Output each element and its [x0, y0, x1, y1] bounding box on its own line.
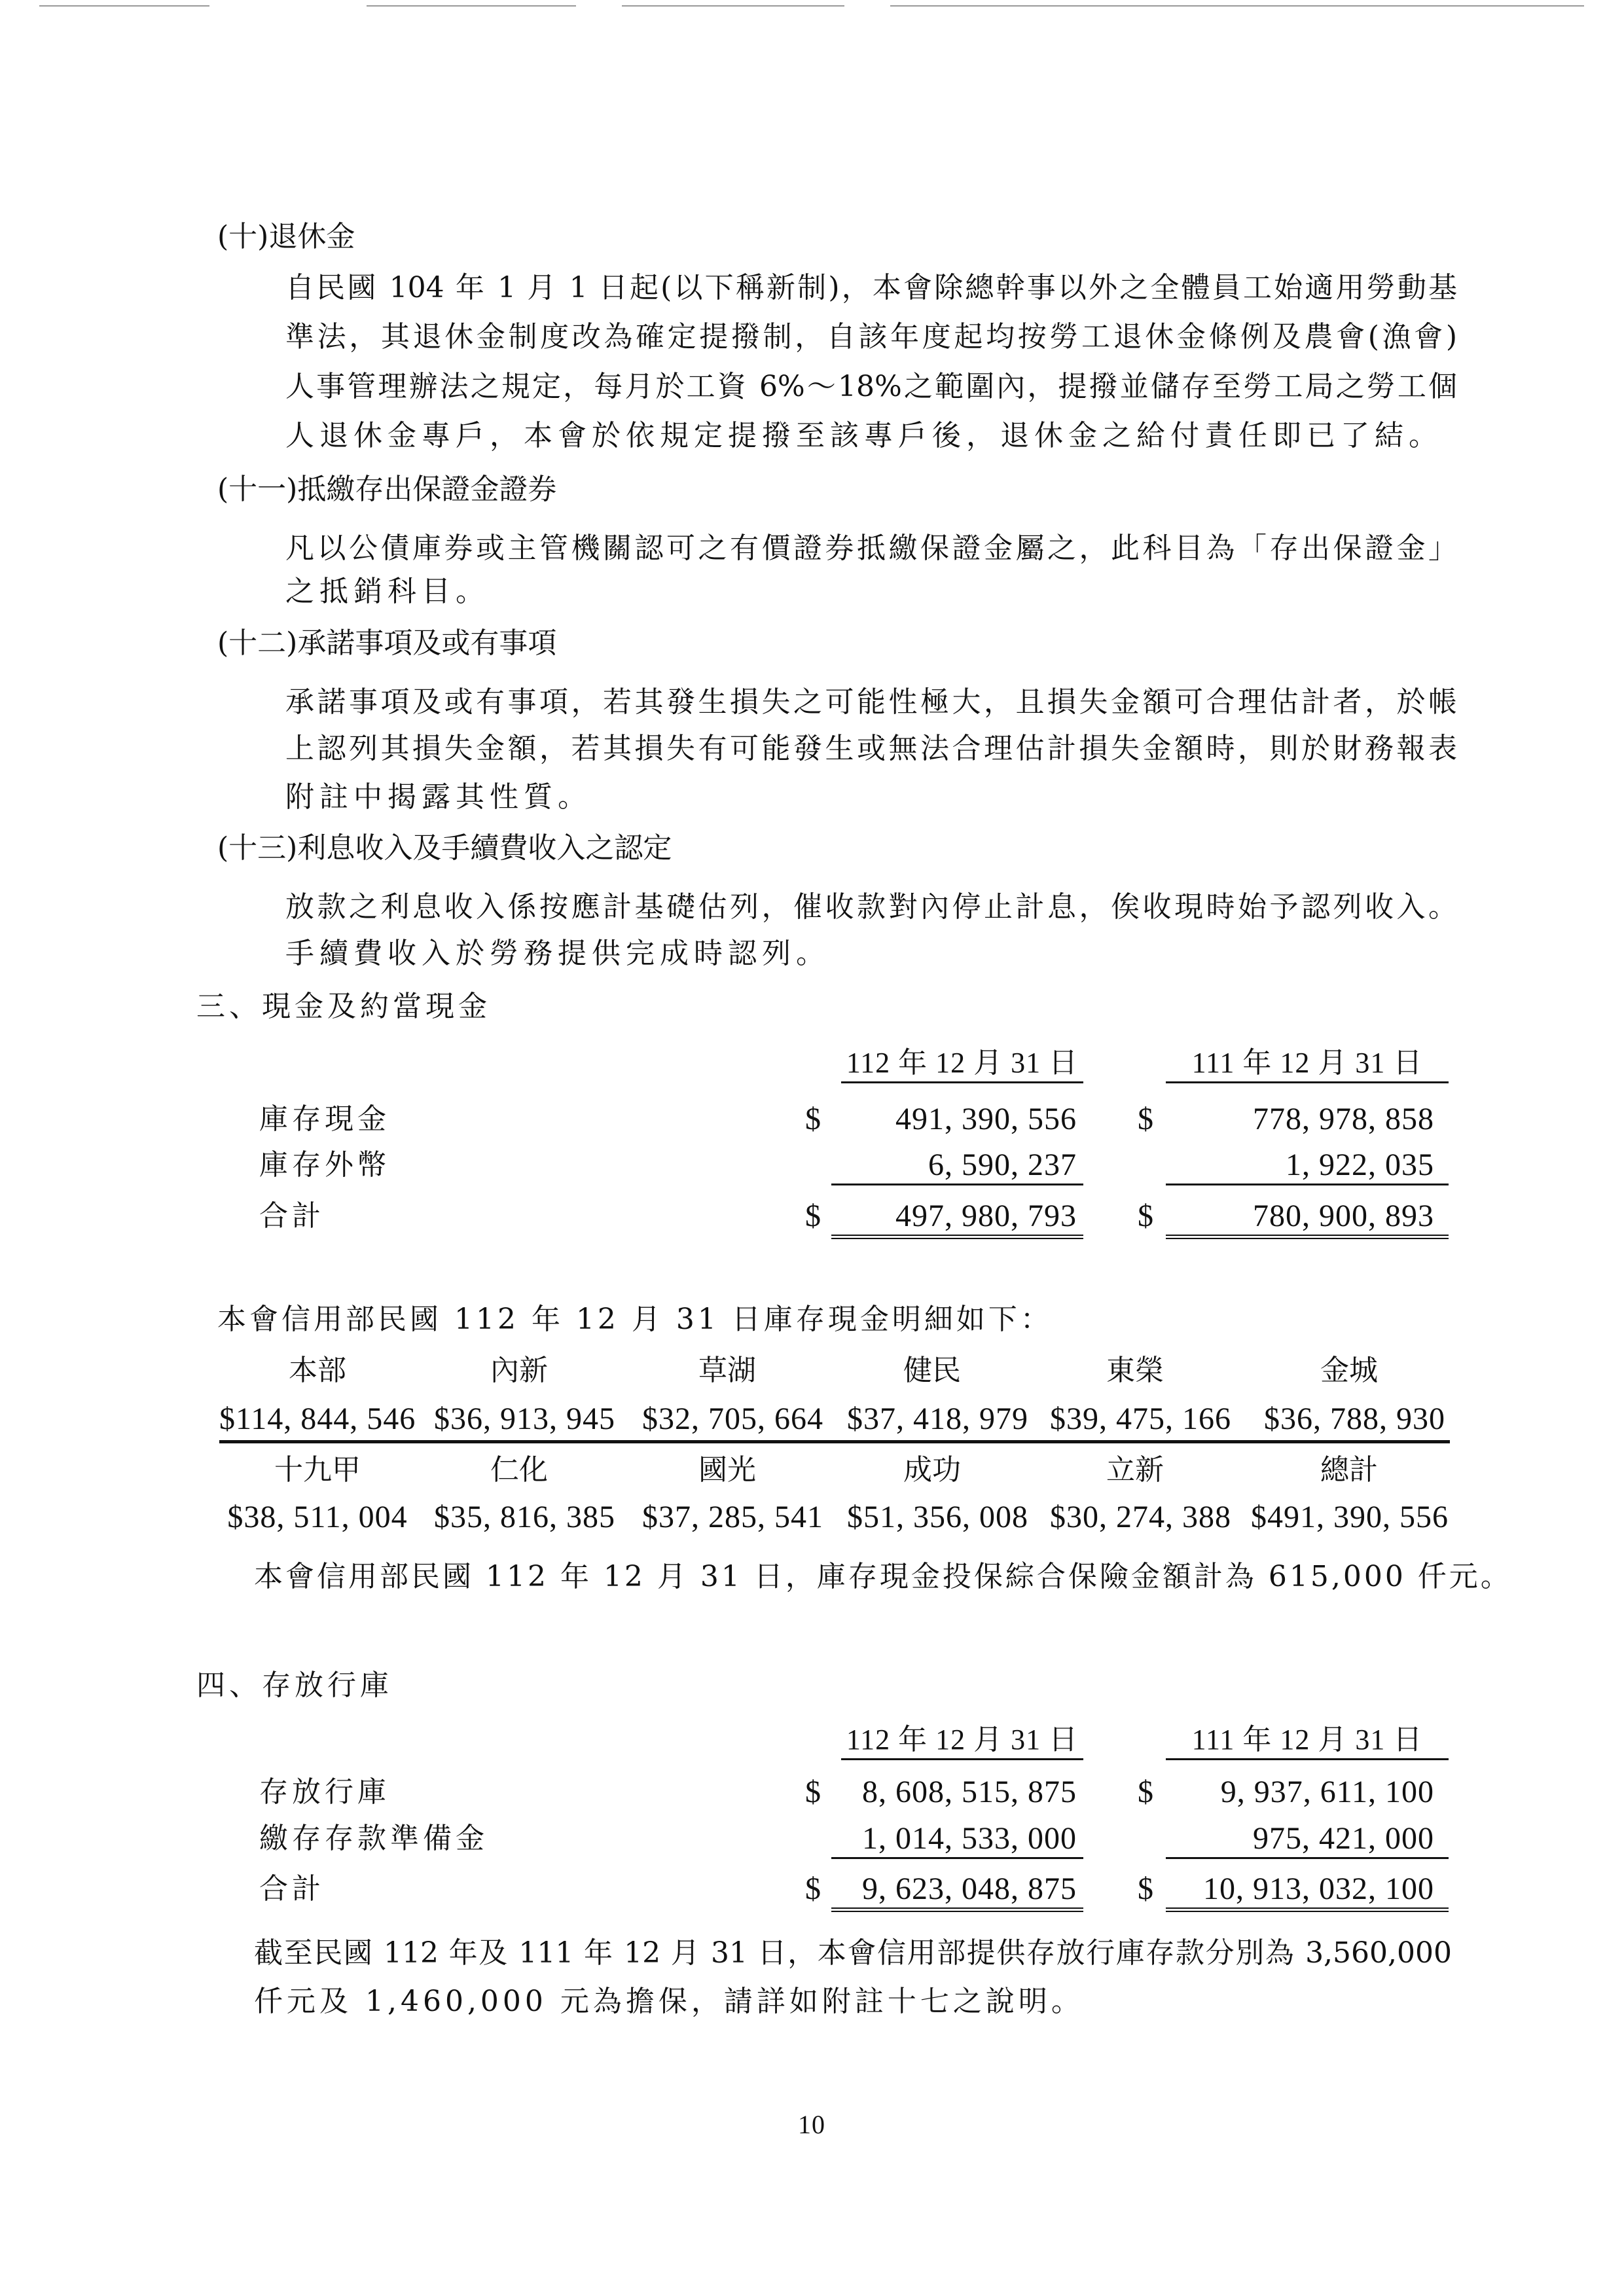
amount-2023: 9, 623, 048, 875	[831, 1871, 1083, 1912]
amount-2023: 1, 014, 533, 000	[831, 1820, 1083, 1859]
branch-name: 仁化	[490, 1453, 548, 1487]
amount-2022: 975, 421, 000	[1166, 1820, 1449, 1859]
divider-line	[219, 1440, 1450, 1443]
branch-name: 健民	[903, 1354, 961, 1387]
currency-symbol: $	[1138, 1199, 1154, 1233]
paragraph-line: 附註中揭露其性質。	[285, 780, 592, 814]
branch-amount: $114, 844, 546	[219, 1401, 416, 1436]
paragraph-line: 之抵銷科目。	[285, 575, 490, 608]
branch-amount: $491, 390, 556	[1251, 1500, 1449, 1534]
branch-name: 總計	[1320, 1453, 1378, 1487]
row-label: 合計	[259, 1872, 325, 1906]
branch-name: 成功	[903, 1453, 961, 1487]
branch-amount: $37, 285, 541	[642, 1500, 823, 1534]
page-number: 10	[798, 2110, 825, 2139]
branch-amount: $36, 913, 945	[434, 1401, 615, 1436]
row-label: 存放行庫	[259, 1775, 390, 1809]
amount-2023: 491, 390, 556	[895, 1102, 1077, 1136]
section-heading-retirement: (十)退休金	[217, 220, 355, 253]
column-header-2022: 111 年 12 月 31 日	[1166, 1722, 1449, 1760]
scan-artifact	[890, 5, 1584, 7]
row-label: 庫存現金	[259, 1102, 390, 1136]
insurance-note: 本會信用部民國 112 年 12 月 31 日，庫存現金投保綜合保險金額計為 615,000 仟元。	[254, 1560, 1512, 1593]
currency-symbol: $	[805, 1102, 821, 1136]
deposits-note-line: 仟元及 1,460,000 元為擔保，請詳如附註十七之說明。	[254, 1985, 1084, 2018]
currency-symbol: $	[1138, 1775, 1154, 1809]
branch-amount: $30, 274, 388	[1050, 1500, 1231, 1534]
branch-name: 內新	[490, 1354, 548, 1387]
branch-name: 草湖	[698, 1354, 756, 1387]
section-heading-revenue: (十三)利息收入及手續費收入之認定	[217, 831, 672, 865]
branch-name: 本部	[289, 1354, 346, 1387]
amount-2022: 778, 978, 858	[1253, 1102, 1434, 1136]
currency-symbol: $	[1138, 1871, 1154, 1906]
paragraph-line: 手續費收入於勞務提供完成時認列。	[285, 937, 830, 970]
section-heading-guarantee-securities: (十一)抵繳存出保證金證券	[217, 473, 557, 506]
currency-symbol: $	[805, 1871, 821, 1906]
amount-2023: 6, 590, 237	[831, 1147, 1083, 1185]
row-label: 庫存外幣	[259, 1148, 390, 1182]
paragraph-line: 準法，其退休金制度改為確定提撥制，自該年度起均按勞工退休金條例及農會(漁會)	[285, 320, 1457, 353]
branch-amount: $32, 705, 664	[642, 1401, 823, 1436]
amount-2023: 497, 980, 793	[831, 1198, 1083, 1239]
column-header-2023: 112 年 12 月 31 日	[841, 1045, 1083, 1083]
row-label: 合計	[259, 1199, 325, 1233]
scan-artifact	[367, 5, 576, 7]
currency-symbol: $	[805, 1775, 821, 1809]
paragraph-line: 承諾事項及或有事項，若其發生損失之可能性極大，且損失金額可合理估計者，於帳	[285, 685, 1457, 719]
paragraph-line: 自民國 104 年 1 月 1 日起(以下稱新制)，本會除總幹事以外之全體員工始適用勞動基	[285, 271, 1457, 304]
currency-symbol: $	[1138, 1102, 1154, 1136]
branch-amount: $39, 475, 166	[1050, 1401, 1231, 1436]
branch-name: 國光	[698, 1453, 756, 1487]
paragraph-line: 上認列其損失金額，若其損失有可能發生或無法合理估計損失金額時，則於財務報表	[285, 732, 1457, 765]
section-heading-commitments: (十二)承諾事項及或有事項	[217, 626, 557, 660]
deposits-note-line: 截至民國 112 年及 111 年 12 月 31 日，本會信用部提供存放行庫存款分別為 3,560,000	[254, 1936, 1452, 1970]
branch-amount: $38, 511, 004	[227, 1500, 408, 1534]
scan-artifact	[622, 5, 844, 7]
branch-amount: $35, 816, 385	[434, 1500, 615, 1534]
branch-amount: $36, 788, 930	[1264, 1401, 1445, 1436]
branch-name: 十九甲	[274, 1453, 361, 1487]
amount-2022: 9, 937, 611, 100	[1220, 1775, 1434, 1809]
amount-2022: 780, 900, 893	[1166, 1198, 1449, 1239]
scan-artifact	[39, 5, 209, 7]
paragraph-line: 放款之利息收入係按應計基礎估列，催收款對內停止計息，俟收現時始予認列收入。	[285, 890, 1457, 924]
row-label: 繳存存款準備金	[259, 1822, 488, 1855]
amount-2022: 1, 922, 035	[1166, 1147, 1449, 1185]
section-heading-deposits: 四、存放行庫	[196, 1669, 393, 1702]
amount-2022: 10, 913, 032, 100	[1166, 1871, 1449, 1912]
column-header-2022: 111 年 12 月 31 日	[1166, 1045, 1449, 1083]
branch-amount: $37, 418, 979	[847, 1401, 1028, 1436]
cash-detail-intro: 本會信用部民國 112 年 12 月 31 日庫存現金明細如下：	[217, 1303, 1053, 1336]
column-header-2023: 112 年 12 月 31 日	[841, 1722, 1083, 1760]
currency-symbol: $	[805, 1199, 821, 1233]
paragraph-line: 凡以公債庫券或主管機關認可之有價證券抵繳保證金屬之，此科目為「存出保證金」	[285, 532, 1457, 565]
paragraph-line: 人退休金專戶，本會於依規定提撥至該專戶後，退休金之給付責任即已了結。	[285, 419, 1443, 452]
branch-name: 金城	[1320, 1354, 1378, 1387]
branch-amount: $51, 356, 008	[847, 1500, 1028, 1534]
branch-name: 立新	[1106, 1453, 1164, 1487]
section-heading-cash: 三、現金及約當現金	[196, 990, 491, 1023]
branch-name: 東榮	[1106, 1354, 1164, 1387]
amount-2023: 8, 608, 515, 875	[862, 1775, 1077, 1809]
paragraph-line: 人事管理辦法之規定，每月於工資 6%～18%之範圍內，提撥並儲存至勞工局之勞工個	[285, 370, 1457, 403]
